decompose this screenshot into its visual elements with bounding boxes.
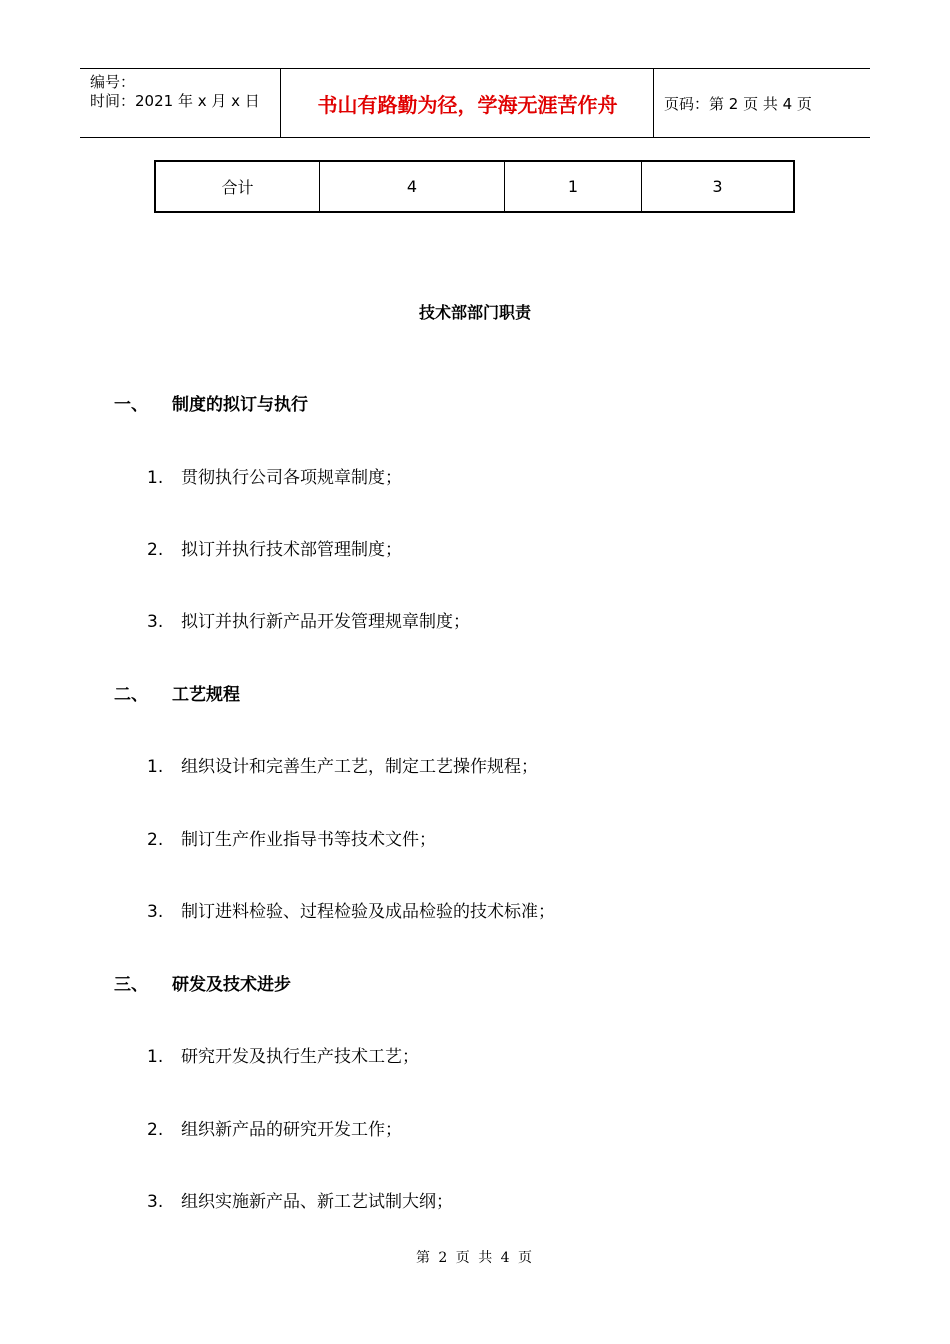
item-text: 组织设计和完善生产工艺，制定工艺操作规程； <box>181 757 538 777</box>
time-label: 时间：2021 年 x 月 x 日 <box>90 92 260 110</box>
total-value-cell: 4 <box>320 161 505 212</box>
item-text: 制订生产作业指导书等技术文件； <box>181 830 436 850</box>
header-meta <box>80 69 281 137</box>
list-item <box>147 825 436 850</box>
list-item <box>147 897 555 922</box>
total-value-cell: 1 <box>505 161 642 212</box>
section-number: 二、 <box>114 685 148 705</box>
header-motto: 书山有路勤为径，学海无涯苦作舟 <box>282 69 654 137</box>
item-number: 1. <box>147 468 164 488</box>
section-title: 研发及技术进步 <box>172 975 291 995</box>
section-title: 工艺规程 <box>172 685 240 705</box>
list-item <box>147 463 402 488</box>
table-row <box>155 161 794 212</box>
page-footer: 第 2 页 共 4 页 <box>415 1250 535 1266</box>
header-page-label: 页码：第 2 页 共 4 页 <box>664 94 812 113</box>
section-number: 三、 <box>114 975 148 995</box>
page-title: 技术部部门职责 <box>418 303 531 322</box>
item-text: 制订进料检验、过程检验及成品检验的技术标准； <box>181 902 555 922</box>
item-text: 组织实施新产品、新工艺试制大纲； <box>181 1192 453 1212</box>
total-value-cell: 3 <box>642 161 795 212</box>
item-text: 贯彻执行公司各项规章制度； <box>181 468 402 488</box>
item-number: 3. <box>147 612 164 632</box>
list-item <box>147 1042 419 1067</box>
section-title: 制度的拟订与执行 <box>172 395 308 415</box>
list-item <box>147 1115 402 1140</box>
section-number: 一、 <box>114 395 148 415</box>
item-number: 2. <box>147 540 164 560</box>
item-text: 拟订并执行技术部管理制度； <box>181 540 402 560</box>
item-number: 2. <box>147 830 164 850</box>
item-text: 拟订并执行新产品开发管理规章制度； <box>181 612 470 632</box>
list-item <box>147 1187 453 1212</box>
item-number: 3. <box>147 1192 164 1212</box>
list-item <box>147 607 470 632</box>
section-heading <box>114 680 240 705</box>
item-text: 组织新产品的研究开发工作； <box>181 1120 402 1140</box>
total-table <box>154 160 795 213</box>
item-text: 研究开发及执行生产技术工艺； <box>181 1047 419 1067</box>
number-label: 编号： <box>90 73 136 91</box>
item-number: 1. <box>147 757 164 777</box>
item-number: 3. <box>147 902 164 922</box>
page-header <box>80 68 870 138</box>
section-heading <box>114 390 308 415</box>
section-heading <box>114 970 291 995</box>
item-number: 1. <box>147 1047 164 1067</box>
list-item <box>147 535 402 560</box>
list-item <box>147 752 538 777</box>
total-label-cell: 合计 <box>155 161 320 212</box>
item-number: 2. <box>147 1120 164 1140</box>
